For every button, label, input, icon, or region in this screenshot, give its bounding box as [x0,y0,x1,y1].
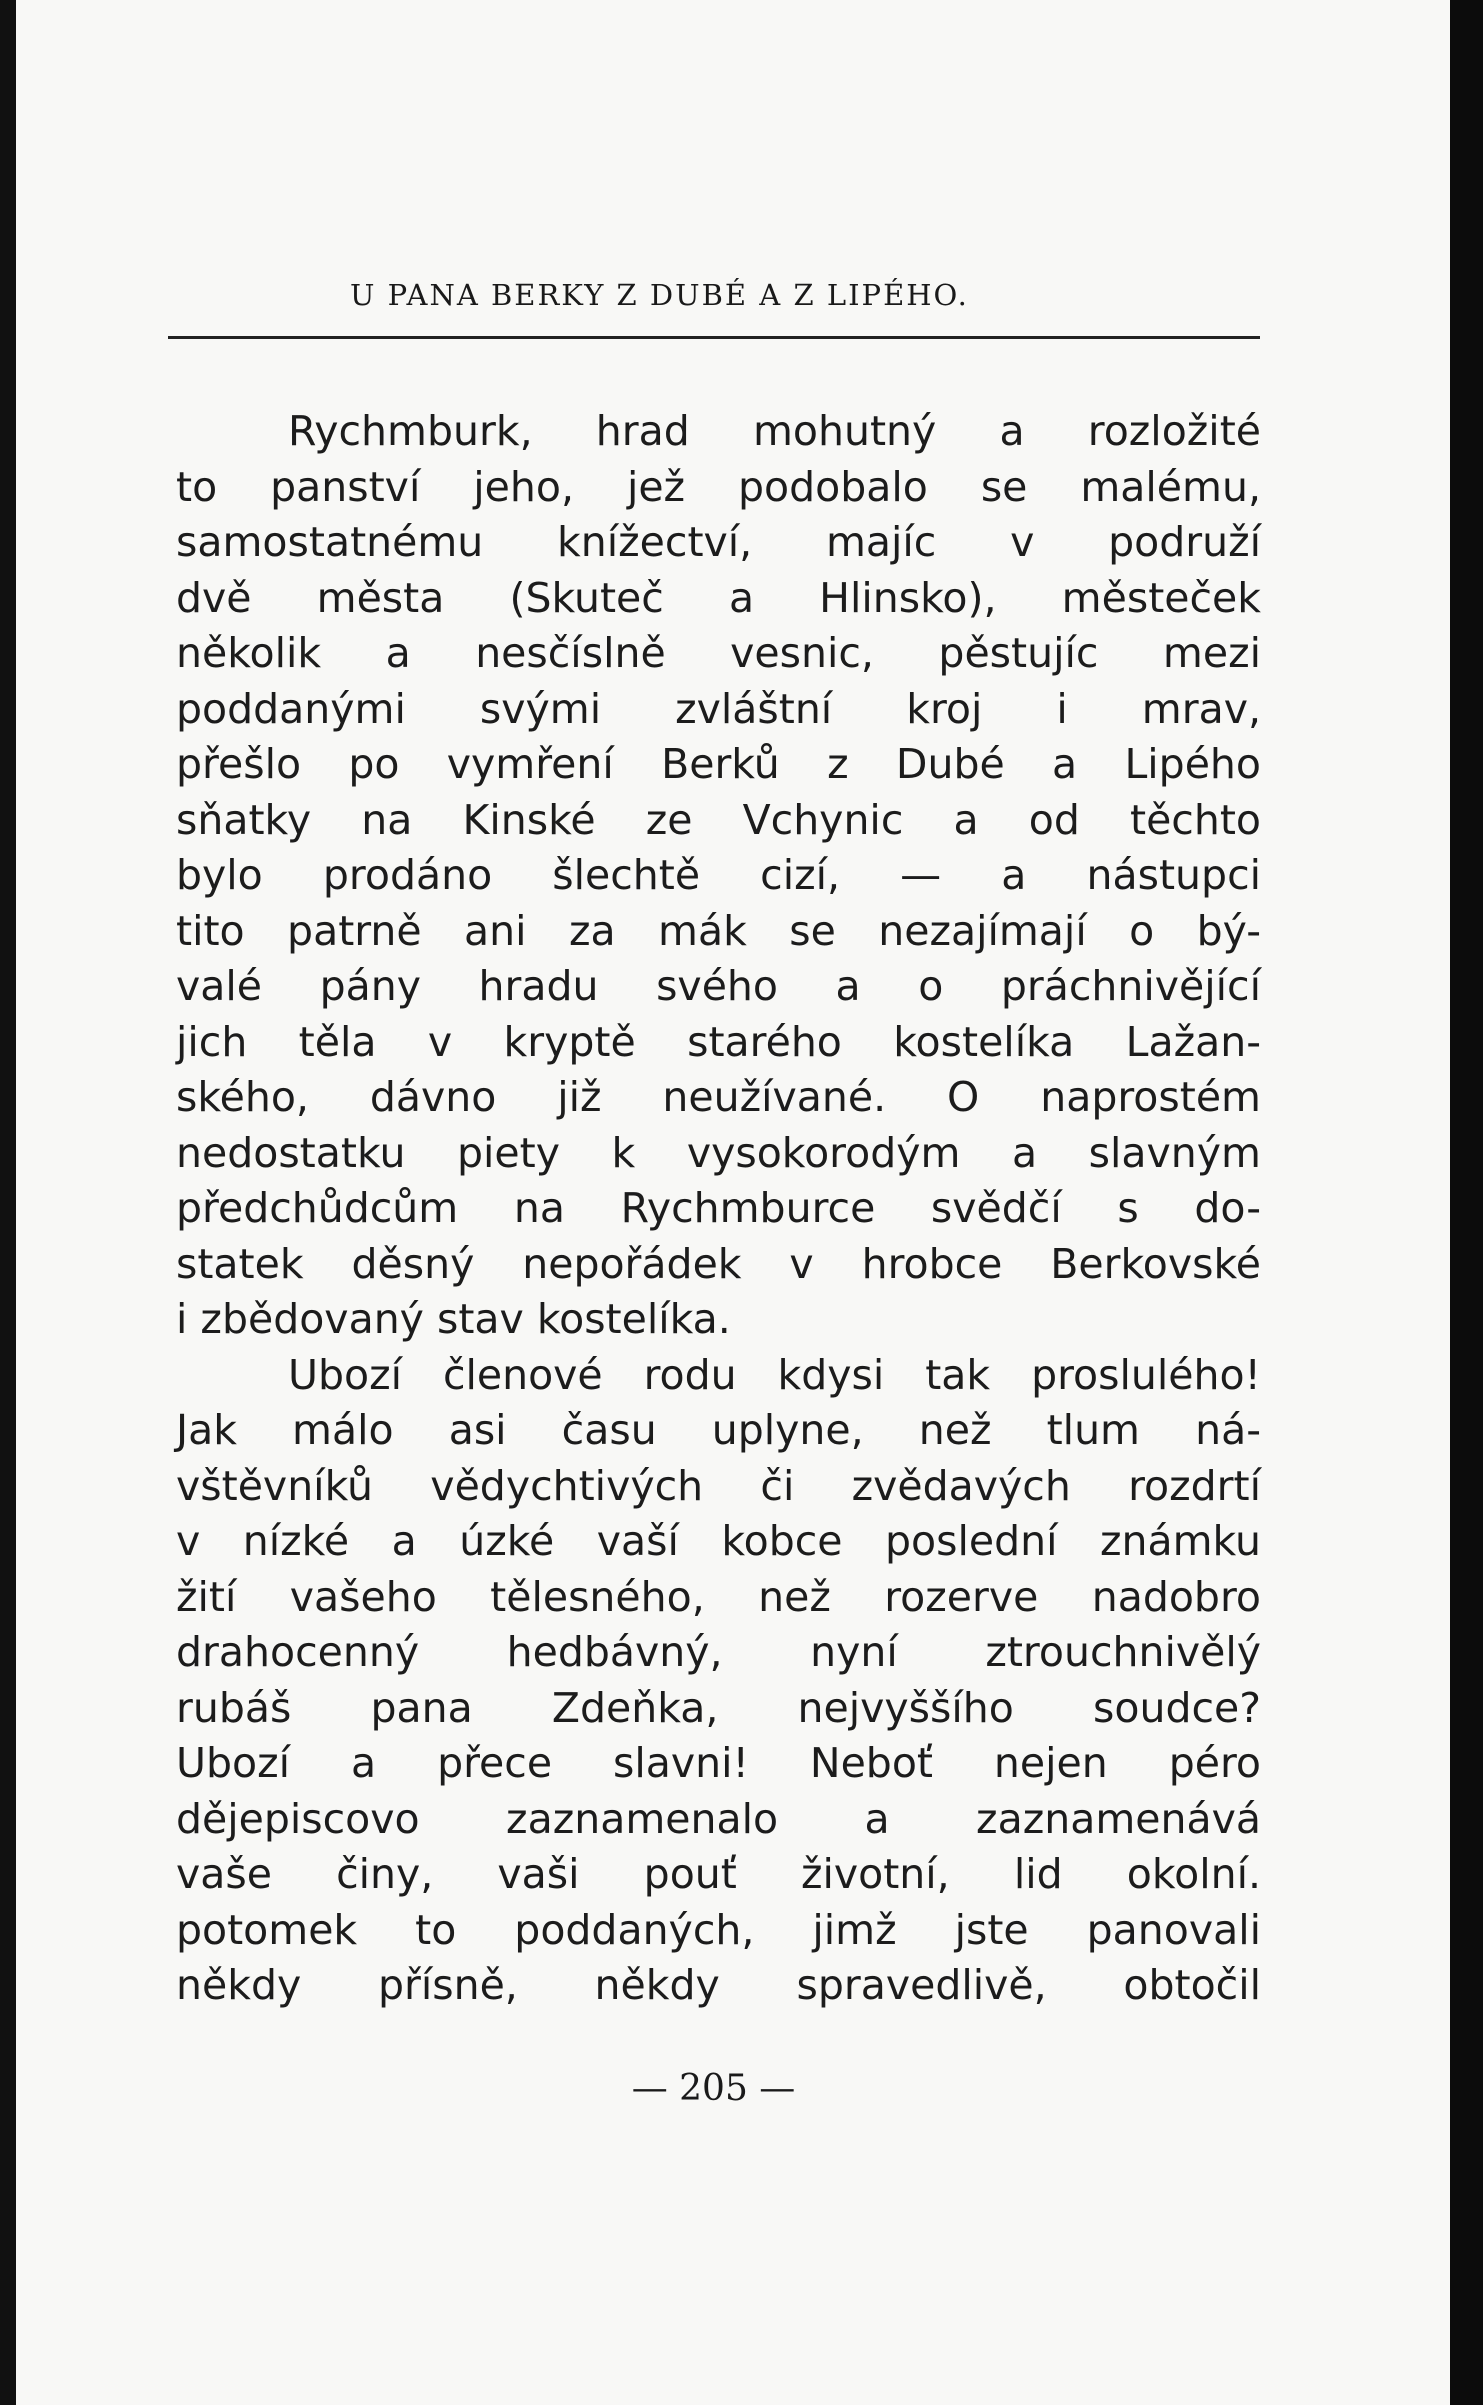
page-edge-right [1450,0,1483,2405]
text-line: někdy přísně, někdy spravedlivě, obtočil [176,1961,1261,2009]
text-line: dvě města (Skuteč a Hlinsko), městeček [176,573,1261,622]
text-line: samostatnému knížectví, majíc v podruží [176,518,1261,566]
paragraph-2 [176,1348,1261,2014]
text-line: v nízké a úzké vaší kobce poslední známku [176,1517,1261,1565]
text-line: dějepiscovo zaznamenalo a zaznamenává [176,1794,1261,1843]
text-line: Ubozí členové rodu kdysi tak proslulého! [288,1350,1261,1399]
text-line: nedostatku piety k vysokorodým a slavným [176,1128,1261,1177]
text-line: to panství jeho, jež podobalo se malému, [176,462,1261,511]
text-line: vaše činy, vaši pouť životní, lid okolní. [176,1850,1261,1898]
text-line: žití vašeho tělesného, než rozerve nadobro [176,1572,1261,1621]
text-line: předchůdcům na Rychmburce svědčí s do- [176,1184,1261,1232]
text-line: přešlo po vymření Berků z Dubé a Lipého [176,740,1261,788]
text-line: Jak málo asi času uplyne, než tlum ná- [176,1406,1261,1454]
text-line: bylo prodáno šlechtě cizí, — a nástupci [176,851,1261,899]
page-edge-left [0,0,16,2405]
header-rule [168,336,1260,339]
running-head: U PANA BERKY Z DUBÉ A Z LIPÉHO. [350,278,969,312]
body-text [176,404,1261,2014]
page-number: — 205 — [631,2068,796,2109]
text-line: statek děsný nepořádek v hrobce Berkovské [176,1239,1261,1288]
text-line: Ubozí a přece slavni! Neboť nejen péro [176,1739,1261,1787]
text-line: valé pány hradu svého a o práchnivějící [176,962,1261,1010]
paragraph-1 [176,404,1261,1348]
text-line: několik a nesčíslně vesnic, pěstujíc mezi [176,629,1261,677]
text-line: jich těla v kryptě starého kostelíka Lažan- [176,1017,1261,1066]
text-line: sňatky na Kinské ze Vchynic a od těchto [176,795,1261,844]
text-line: vštěvníků vědychtivých či zvědavých rozdrtí [176,1461,1261,1510]
text-line: i zbědovaný stav kostelíka. [176,1295,731,1343]
text-line: Rychmburk, hrad mohutný a rozložité [288,407,1261,455]
text-line: poddanými svými zvláštní kroj i mrav, [176,684,1261,733]
text-line: tito patrně ani za mák se nezajímají o bý- [176,906,1261,955]
text-line: drahocenný hedbávný, nyní ztrouchnivělý [176,1628,1261,1676]
text-line: ského, dávno již neužívané. O naprostém [176,1073,1261,1121]
text-line: potomek to poddaných, jimž jste panovali [176,1905,1261,1954]
text-line: rubáš pana Zdeňka, nejvyššího soudce? [176,1683,1261,1732]
